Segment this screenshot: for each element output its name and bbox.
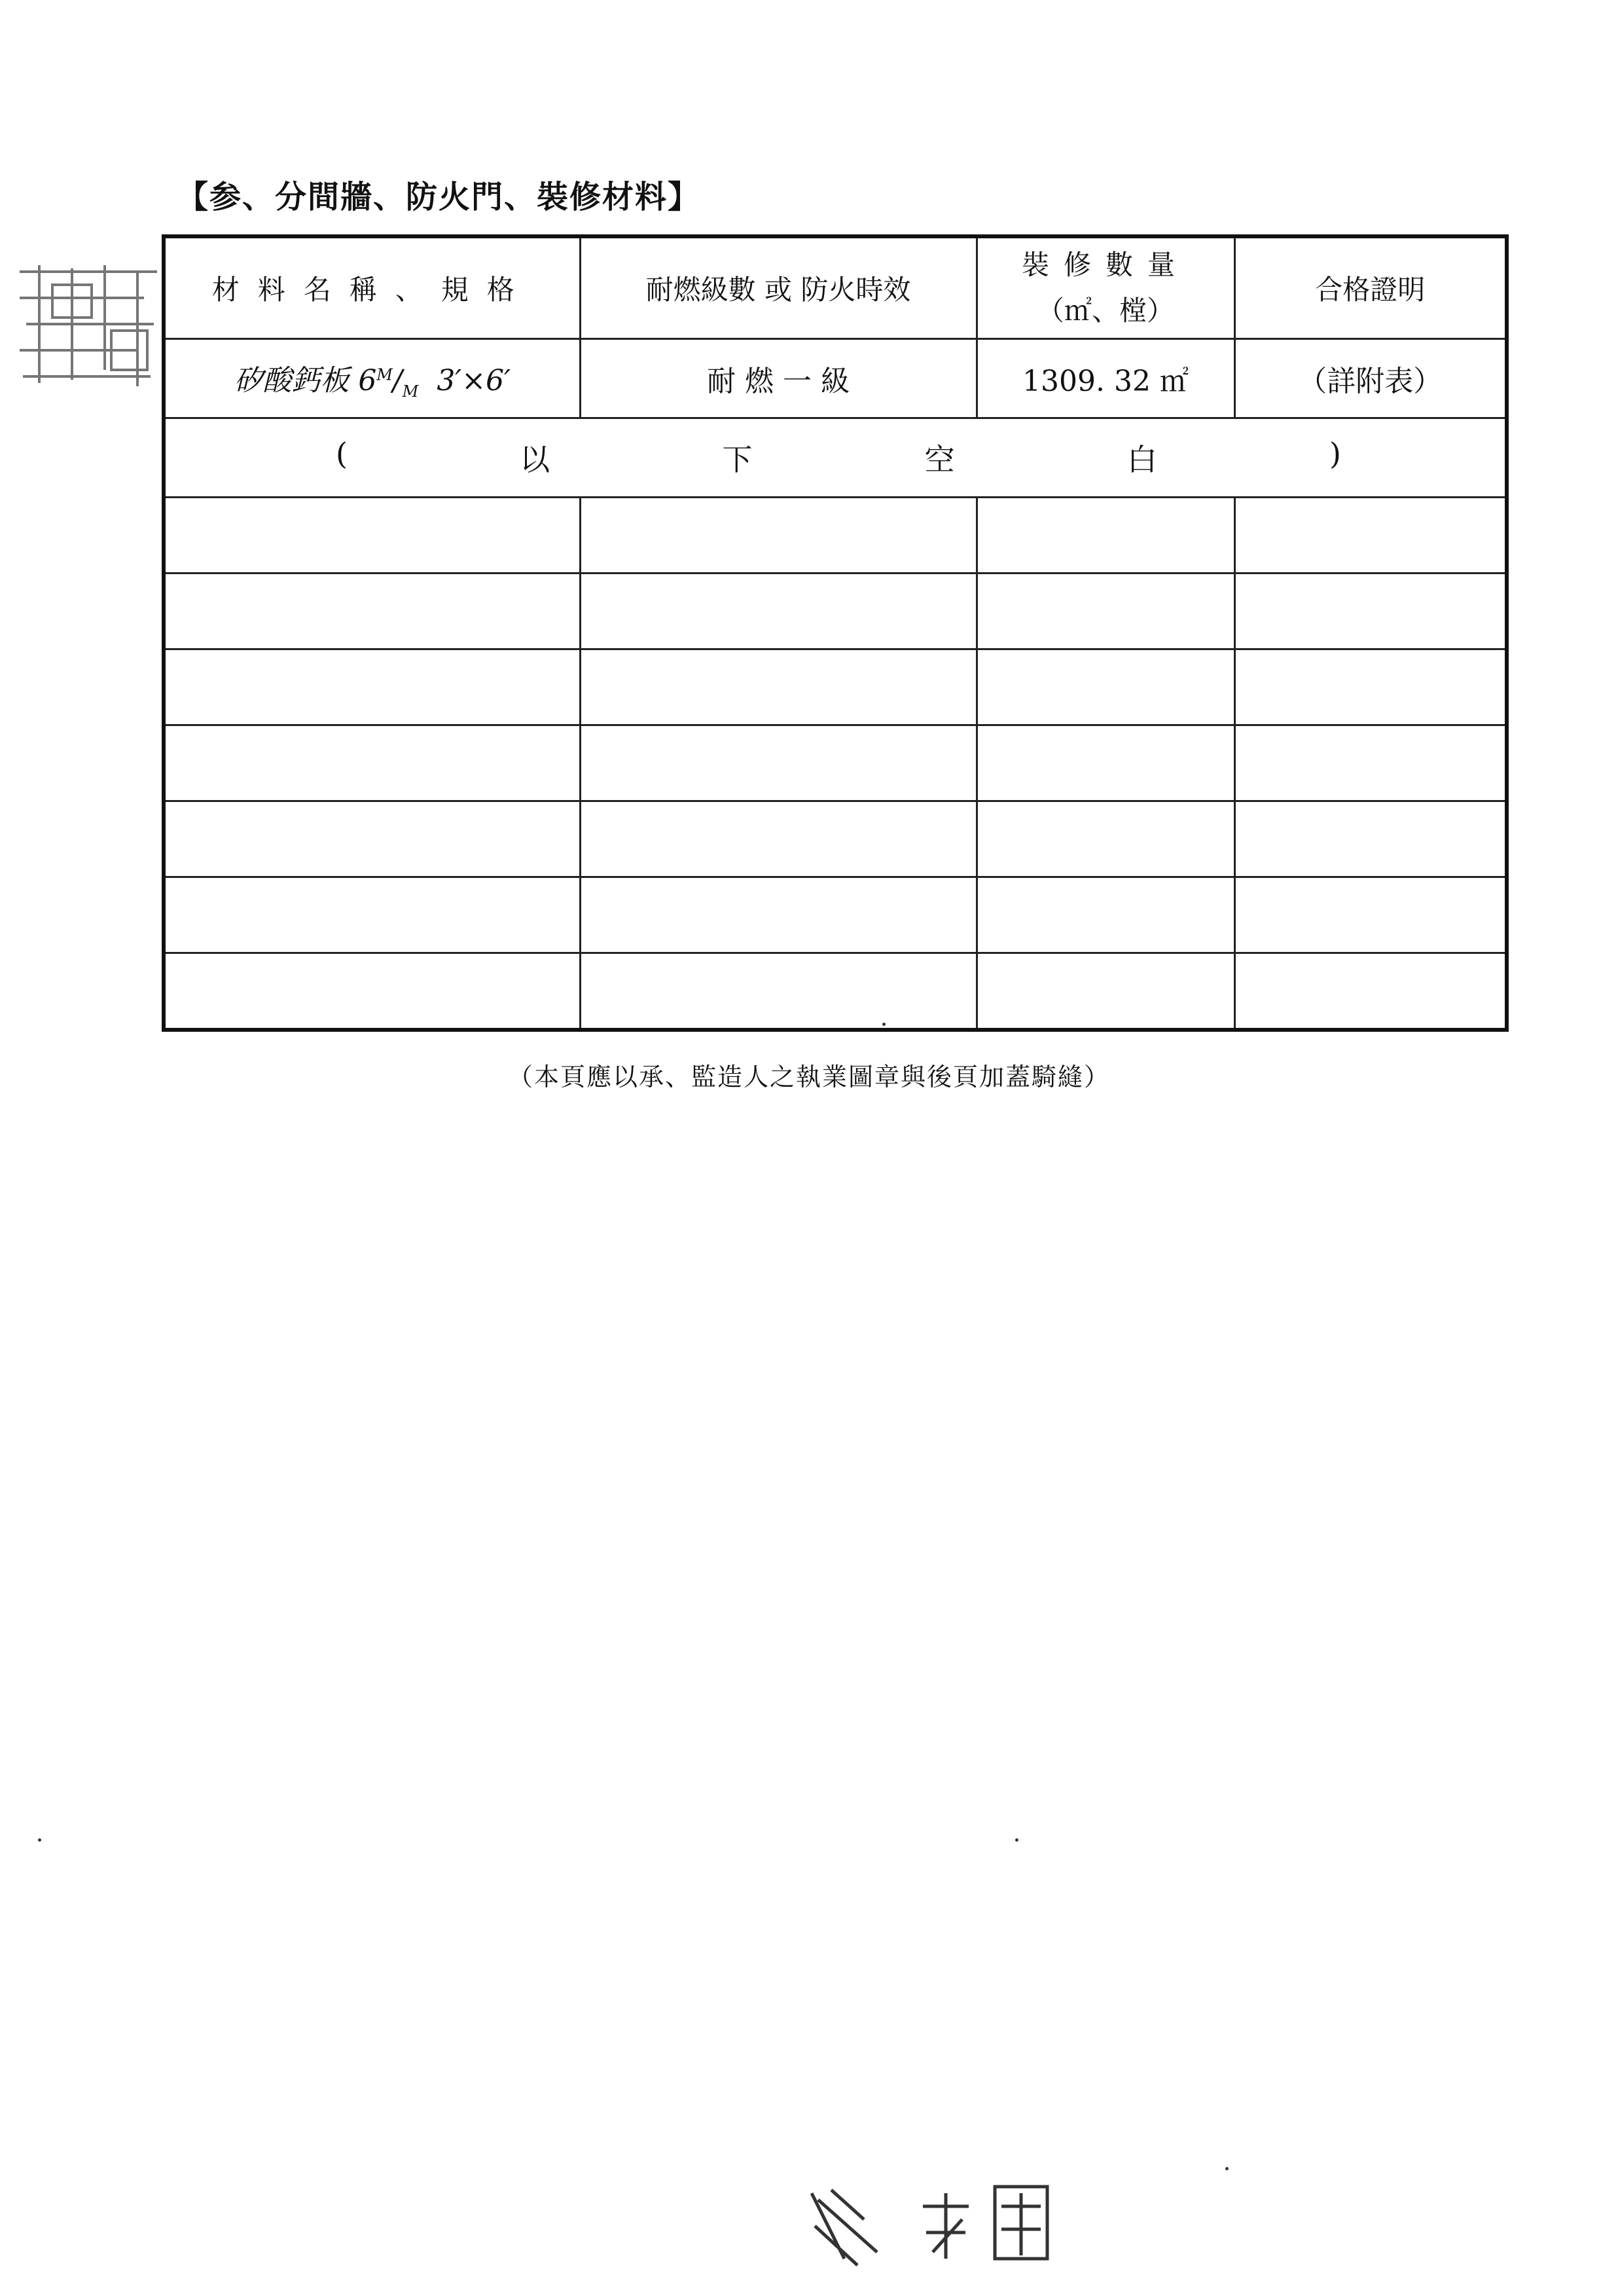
table-row: [164, 649, 1507, 725]
table-header-row: [164, 236, 1507, 339]
scan-speck: [1225, 2167, 1229, 2170]
table-cell: [977, 649, 1234, 725]
table-cell: [580, 574, 977, 649]
table-cell: [1234, 649, 1507, 725]
cell-material-spec: 矽酸鈣板 $6^M/_M$ 3′×6′: [164, 339, 580, 418]
table-cell: [164, 801, 580, 877]
seal-stamp-bottom: [805, 2180, 1054, 2272]
table-cell: [164, 725, 580, 801]
table-cell: [164, 498, 580, 574]
cell-fire-rating: 耐 燃 一 級: [580, 339, 977, 418]
table-cell: [164, 574, 580, 649]
scan-speck: [1015, 1838, 1018, 1842]
table-cell: [1234, 498, 1507, 574]
header-material: 材料名稱、規格: [164, 236, 580, 339]
blank-below-note: ( 以 下 空 白 ): [164, 418, 1507, 498]
cell-quantity: 1309. 32 ㎡: [977, 339, 1234, 418]
table-cell: [580, 725, 977, 801]
footer-note: （本頁應以承、監造人之執業圖章與後頁加蓋騎縫）: [507, 1063, 1110, 1091]
header-certificate: 合格證明: [1234, 236, 1507, 339]
table-cell: [977, 725, 1234, 801]
table-cell: [580, 801, 977, 877]
table-row: [164, 801, 1507, 877]
table-cell: [1234, 953, 1507, 1030]
table-row: [164, 339, 1507, 418]
table-cell: [580, 498, 977, 574]
scan-speck: [38, 1838, 41, 1842]
table-cell: [164, 953, 580, 1030]
table-row: [164, 574, 1507, 649]
table-cell: [1234, 877, 1507, 953]
table-cell: [977, 877, 1234, 953]
table-cell: [580, 649, 977, 725]
table-row: [164, 953, 1507, 1030]
header-quantity: 裝修數量 （㎡、樘）: [977, 236, 1234, 339]
scan-speck: [882, 1023, 886, 1026]
table-cell: [1234, 574, 1507, 649]
table-cell: [164, 877, 580, 953]
cell-certificate: （詳附表）: [1234, 339, 1507, 418]
seal-stamp-left: [13, 259, 164, 390]
table-row: [164, 725, 1507, 801]
table-cell: [1234, 725, 1507, 801]
section-title: 【参、分間牆、防火門、裝修材料】: [177, 179, 701, 215]
materials-table: [162, 234, 1509, 1032]
header-fire-rating: 耐燃級數 或 防火時效: [580, 236, 977, 339]
table-cell: [977, 498, 1234, 574]
table-row: [164, 877, 1507, 953]
blank-below-row: [164, 418, 1507, 498]
table-cell: [1234, 801, 1507, 877]
table-cell: [580, 877, 977, 953]
table-cell: [977, 574, 1234, 649]
table-row: [164, 498, 1507, 574]
table-cell: [977, 801, 1234, 877]
table-cell: [580, 953, 977, 1030]
table-cell: [164, 649, 580, 725]
table-cell: [977, 953, 1234, 1030]
